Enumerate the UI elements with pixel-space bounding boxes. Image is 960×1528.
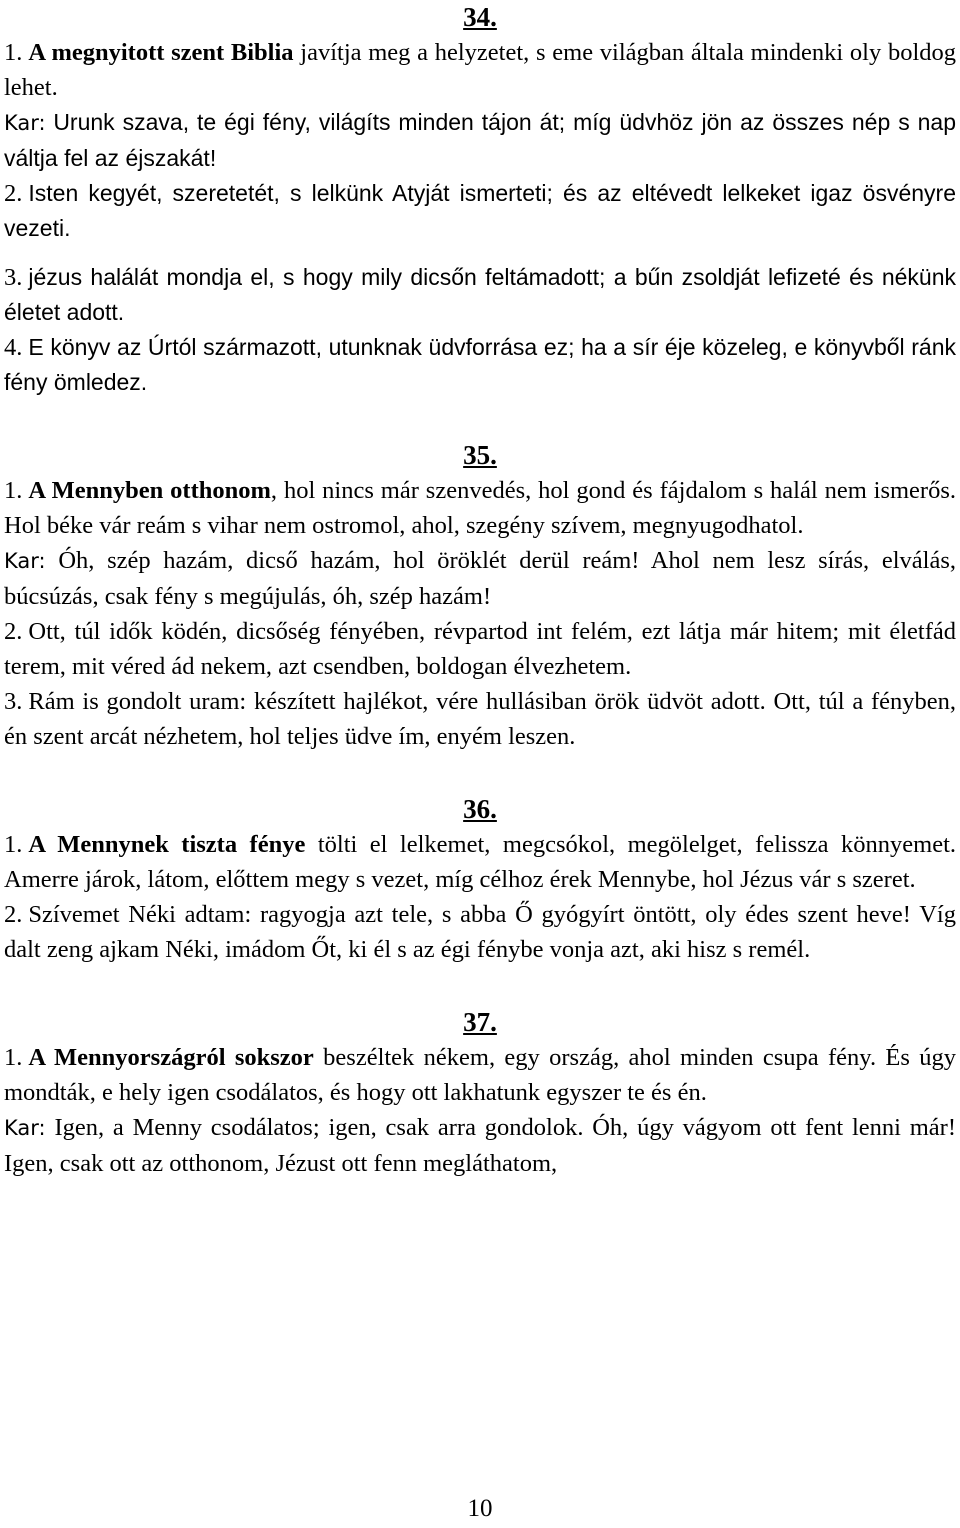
chorus-label: Kar:	[4, 111, 46, 135]
song-35	[4, 438, 956, 754]
stanza-text: jézus halálát mondja el, s hogy mily dicsőn feltámadott; a bűn zsoldját lefizeté és nékünk életet adott.	[4, 264, 956, 325]
chorus-label: Kar:	[4, 1116, 46, 1140]
song-36	[4, 792, 956, 967]
page-number: 10	[467, 1495, 493, 1522]
song-number: 37.	[463, 1007, 497, 1037]
stanza	[4, 35, 956, 105]
stanza	[4, 684, 956, 754]
song-37	[4, 1005, 956, 1181]
stanza-number: 1.	[4, 39, 23, 66]
stanza-number: 1.	[4, 831, 23, 858]
stanza-text: tölti el lelkemet, megcsókol, megölelget, felissza könnyemet. Amerre járok, látom, előttem megy s vezet, míg célhoz érek Mennybe, hol Jézus vár s szeret.	[4, 831, 957, 893]
stanza	[4, 260, 956, 330]
chorus-text: Igen, a Menny csodálatos; igen, csak arra gondolok. Óh, úgy vágyom ott fent lenni már! Igen, csak ott az otthonom, Jézust ott fenn megláthatom,	[4, 1114, 956, 1177]
stanza-number: 3.	[4, 264, 23, 291]
stanza-number: 1.	[4, 1044, 23, 1071]
chorus	[4, 105, 956, 176]
chorus	[4, 1110, 956, 1181]
stanza	[4, 897, 956, 967]
stanza-number: 3.	[4, 688, 23, 715]
stanza-lead: A Mennyországról sokszor	[28, 1044, 314, 1071]
chorus	[4, 543, 956, 614]
stanza-lead: A Mennyben otthonom	[28, 477, 271, 504]
stanza	[4, 614, 956, 684]
stanza-number: 1.	[4, 477, 23, 504]
song-number: 35.	[463, 440, 497, 470]
chorus-text: Urunk szava, te égi fény, világíts minden tájon át; míg üdvhöz jön az összes nép s nap váltja fel az éjszakát!	[4, 109, 957, 171]
stanza	[4, 827, 956, 897]
stanza	[4, 473, 956, 543]
stanza-number: 4.	[4, 334, 23, 361]
stanza	[4, 1040, 956, 1110]
document-page	[4, 0, 956, 1181]
stanza-number: 2.	[4, 180, 23, 207]
stanza	[4, 330, 956, 400]
stanza-number: 2.	[4, 618, 23, 645]
chorus-label: Kar:	[4, 549, 46, 573]
chorus-text: Óh, szép hazám, dicső hazám, hol öröklét derül reám! Ahol nem lesz sírás, elválás, búcsúzás, csak fény s megújulás, óh, szép hazám!	[4, 547, 957, 610]
stanza-lead: A megnyitott szent Biblia	[28, 39, 294, 66]
stanza-text: Ott, túl idők ködén, dicsőség fényében, révpartod int felém, ezt látja már hitem; mit életfád terem, mit véred ád nekem, azt csendben, boldogan élvezhetem.	[4, 618, 956, 680]
stanza-text: javítja meg a helyzetet, s eme világban általa mindenki oly boldog lehet.	[4, 39, 957, 101]
stanza	[4, 176, 956, 246]
song-34	[4, 0, 956, 400]
song-number: 36.	[463, 794, 497, 824]
song-number: 34.	[463, 2, 497, 32]
stanza-text: Rám is gondolt uram: készített hajlékot, vére hullásiban örök üdvöt adott. Ott, túl a fényben, én szent arcát nézhetem, hol teljes üdve ím, enyém leszen.	[4, 688, 956, 750]
stanza-text: E könyv az Úrtól származott, utunknak üdvforrása ez; ha a sír éje közeleg, e könyvből ránk fény ömledez.	[4, 334, 956, 395]
stanza-text: , hol nincs már szenvedés, hol gond és fájdalom s halál nem ismerős. Hol béke vár reám s vihar nem ostromol, ahol, szegény szívem, megnyugodhatol.	[4, 477, 957, 539]
stanza-text: Isten kegyét, szeretetét, s lelkünk Atyját ismerteti; és az eltévedt lelkeket igaz ösvényre vezeti.	[4, 180, 956, 241]
stanza-lead: A Mennynek tiszta fénye	[28, 831, 306, 858]
stanza-number: 2.	[4, 901, 23, 928]
stanza-text: beszéltek nékem, egy ország, ahol minden csupa fény. És úgy mondták, e hely igen csodálatos, és hogy ott lakhatunk egyszer te és én.	[4, 1044, 957, 1106]
stanza-text: Szívemet Néki adtam: ragyogja azt tele, s abba Ő gyógyírt öntött, oly édes szent heve! Víg dalt zeng ajkam Néki, imádom Őt, ki él s az égi fénybe vonja azt, aki hisz s remél.	[4, 901, 956, 963]
